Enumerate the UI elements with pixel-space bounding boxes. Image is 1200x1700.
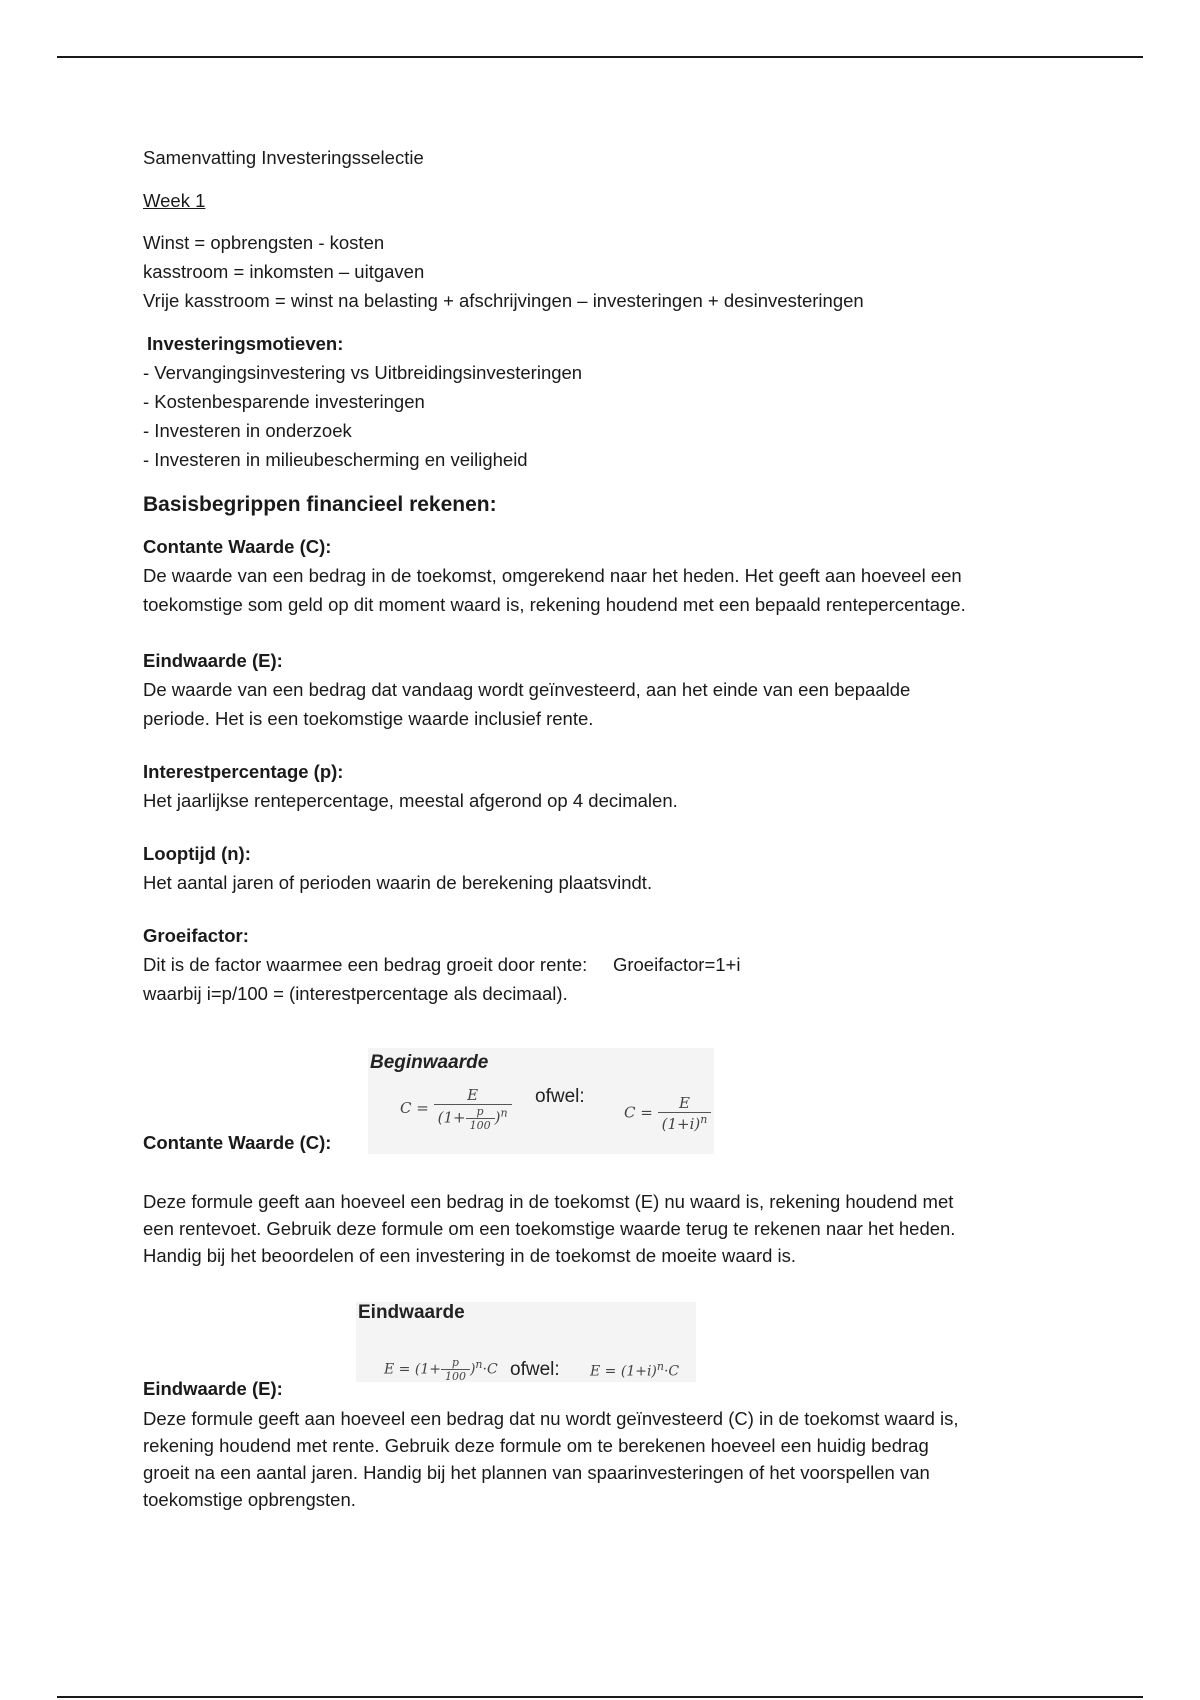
term-body: Het aantal jaren of perioden waarin de berekening plaatsvindt. — [143, 872, 653, 893]
definition-line: Vrije kasstroom = winst na belasting + afschrijvingen – investeringen + desinvesteringen — [143, 290, 864, 311]
motives-list — [143, 358, 1103, 474]
term-eindwaarde — [143, 646, 1103, 733]
explain-line: Deze formule geeft aan hoeveel een bedrag dat nu wordt geïnvesteerd (C) in de toekomst waard is, — [143, 1408, 959, 1429]
beginwaarde-figure-title: Beginwaarde — [370, 1052, 489, 1073]
term-body: toekomstige som geld op dit moment waard is, rekening houdend met een bepaald rentepercentage. — [143, 594, 966, 615]
p-over-100 — [466, 1105, 495, 1132]
term-body: De waarde van een bedrag in de toekomst, omgerekend naar het heden. Het geeft aan hoeveel een — [143, 565, 962, 586]
formula-denominator — [434, 1105, 512, 1132]
definition-line: kasstroom = inkomsten – uitgaven — [143, 261, 425, 282]
term-looptijd — [143, 839, 1103, 897]
explain-line: rekening houdend met rente. Gebruik deze formule om te berekenen hoeveel een huidig bedrag — [143, 1435, 929, 1456]
term-heading: Contante Waarde (C): — [143, 536, 332, 557]
p-over-100 — [441, 1356, 470, 1383]
hundred-symbol: 100 — [444, 1370, 466, 1383]
contante-waarde-formula — [400, 1086, 512, 1132]
explain-line: toekomstige opbrengsten. — [143, 1489, 356, 1510]
formula-fraction — [658, 1094, 712, 1133]
den-alt: (1+i) — [661, 1115, 701, 1133]
document-title: Samenvatting Investeringsselectie — [143, 147, 424, 168]
p-symbol: p — [466, 1105, 495, 1119]
definitions-list — [143, 228, 1103, 315]
motives-heading: Investeringsmotieven: — [147, 333, 344, 354]
list-item: - Investeren in milieubescherming en veiligheid — [143, 449, 528, 470]
eindwaarde-formula-alt — [590, 1360, 679, 1380]
p-symbol: p — [441, 1356, 470, 1370]
list-item: - Vervangingsinvestering vs Uitbreidingsinvesteringen — [143, 362, 583, 383]
document-body — [143, 143, 1103, 1032]
definition-line: Winst = opbrengsten - kosten — [143, 232, 385, 253]
formula-denominator — [658, 1113, 712, 1133]
term-body: De waarde van een bedrag dat vandaag wordt geïnvesteerd, aan het einde van een bepaalde — [143, 679, 911, 700]
eindwaarde-formula — [384, 1356, 498, 1383]
formula-expr-post: ·C — [482, 1361, 498, 1378]
list-item: - Kostenbesparende investeringen — [143, 391, 425, 412]
term-heading: Eindwaarde (E): — [143, 650, 283, 671]
den-close: ) — [494, 1108, 501, 1127]
term-heading: Interestpercentage (p): — [143, 761, 344, 782]
term-contante-waarde — [143, 532, 1103, 619]
section-heading: Basisbegrippen financieel rekenen: — [143, 493, 497, 516]
formula-expr-pre: E = (1+ — [384, 1361, 441, 1378]
exponent-n: n — [656, 1360, 664, 1373]
formula-numerator: E — [434, 1086, 512, 1105]
contante-waarde-formula-alt — [624, 1094, 711, 1133]
explain-line: een rentevoet. Gebruik deze formule om een toekomstige waarde terug te rekenen naar het heden. — [143, 1218, 956, 1239]
term-body: periode. Het is een toekomstige waarde inclusief rente. — [143, 708, 594, 729]
contante-waarde-label: Contante Waarde (C): — [143, 1132, 332, 1153]
bottom-rule — [57, 1696, 1143, 1698]
eindwaarde-figure-title: Eindwaarde — [358, 1302, 465, 1323]
formula-lhs: C = — [624, 1103, 653, 1122]
contante-waarde-explanation — [143, 1188, 1103, 1269]
exponent-n: n — [500, 1106, 508, 1120]
term-interestpercentage — [143, 757, 1103, 815]
formula-numerator: E — [658, 1094, 712, 1113]
eindwaarde-explanation — [143, 1405, 1103, 1513]
formula-fraction — [434, 1086, 512, 1132]
term-body: Dit is de factor waarmee een bedrag groeit door rente: Groeifactor=1+i — [143, 954, 741, 975]
ofwel-label: ofwel: — [535, 1086, 585, 1107]
formula-expr-post: ·C — [663, 1363, 680, 1380]
explain-line: Deze formule geeft aan hoeveel een bedrag in de toekomst (E) nu waard is, rekening houdend met — [143, 1191, 954, 1212]
term-body: waarbij i=p/100 = (interestpercentage als decimaal). — [143, 983, 568, 1004]
term-body: Het jaarlijkse rentepercentage, meestal afgerond op 4 decimalen. — [143, 790, 678, 811]
den-open: (1+ — [437, 1108, 466, 1127]
den-close: ) — [469, 1361, 476, 1378]
formula-expr-alt: E = (1+i) — [590, 1363, 657, 1380]
term-groeifactor — [143, 921, 1103, 1008]
explain-line: Handig bij het beoordelen of een investering in de toekomst de moeite waard is. — [143, 1245, 797, 1266]
eindwaarde-label: Eindwaarde (E): — [143, 1378, 283, 1399]
explain-line: groeit na een aantal jaren. Handig bij het plannen van spaarinvesteringen of het voorspellen van — [143, 1462, 930, 1483]
top-rule — [57, 56, 1143, 58]
term-heading: Groeifactor: — [143, 925, 249, 946]
exponent-n: n — [700, 1113, 708, 1126]
hundred-symbol: 100 — [469, 1119, 491, 1132]
week-heading: Week 1 — [143, 190, 206, 211]
ofwel-label: ofwel: — [510, 1359, 560, 1380]
exponent-n: n — [475, 1357, 483, 1371]
list-item: - Investeren in onderzoek — [143, 420, 352, 441]
formula-lhs: C = — [400, 1099, 429, 1117]
term-heading: Looptijd (n): — [143, 843, 251, 864]
